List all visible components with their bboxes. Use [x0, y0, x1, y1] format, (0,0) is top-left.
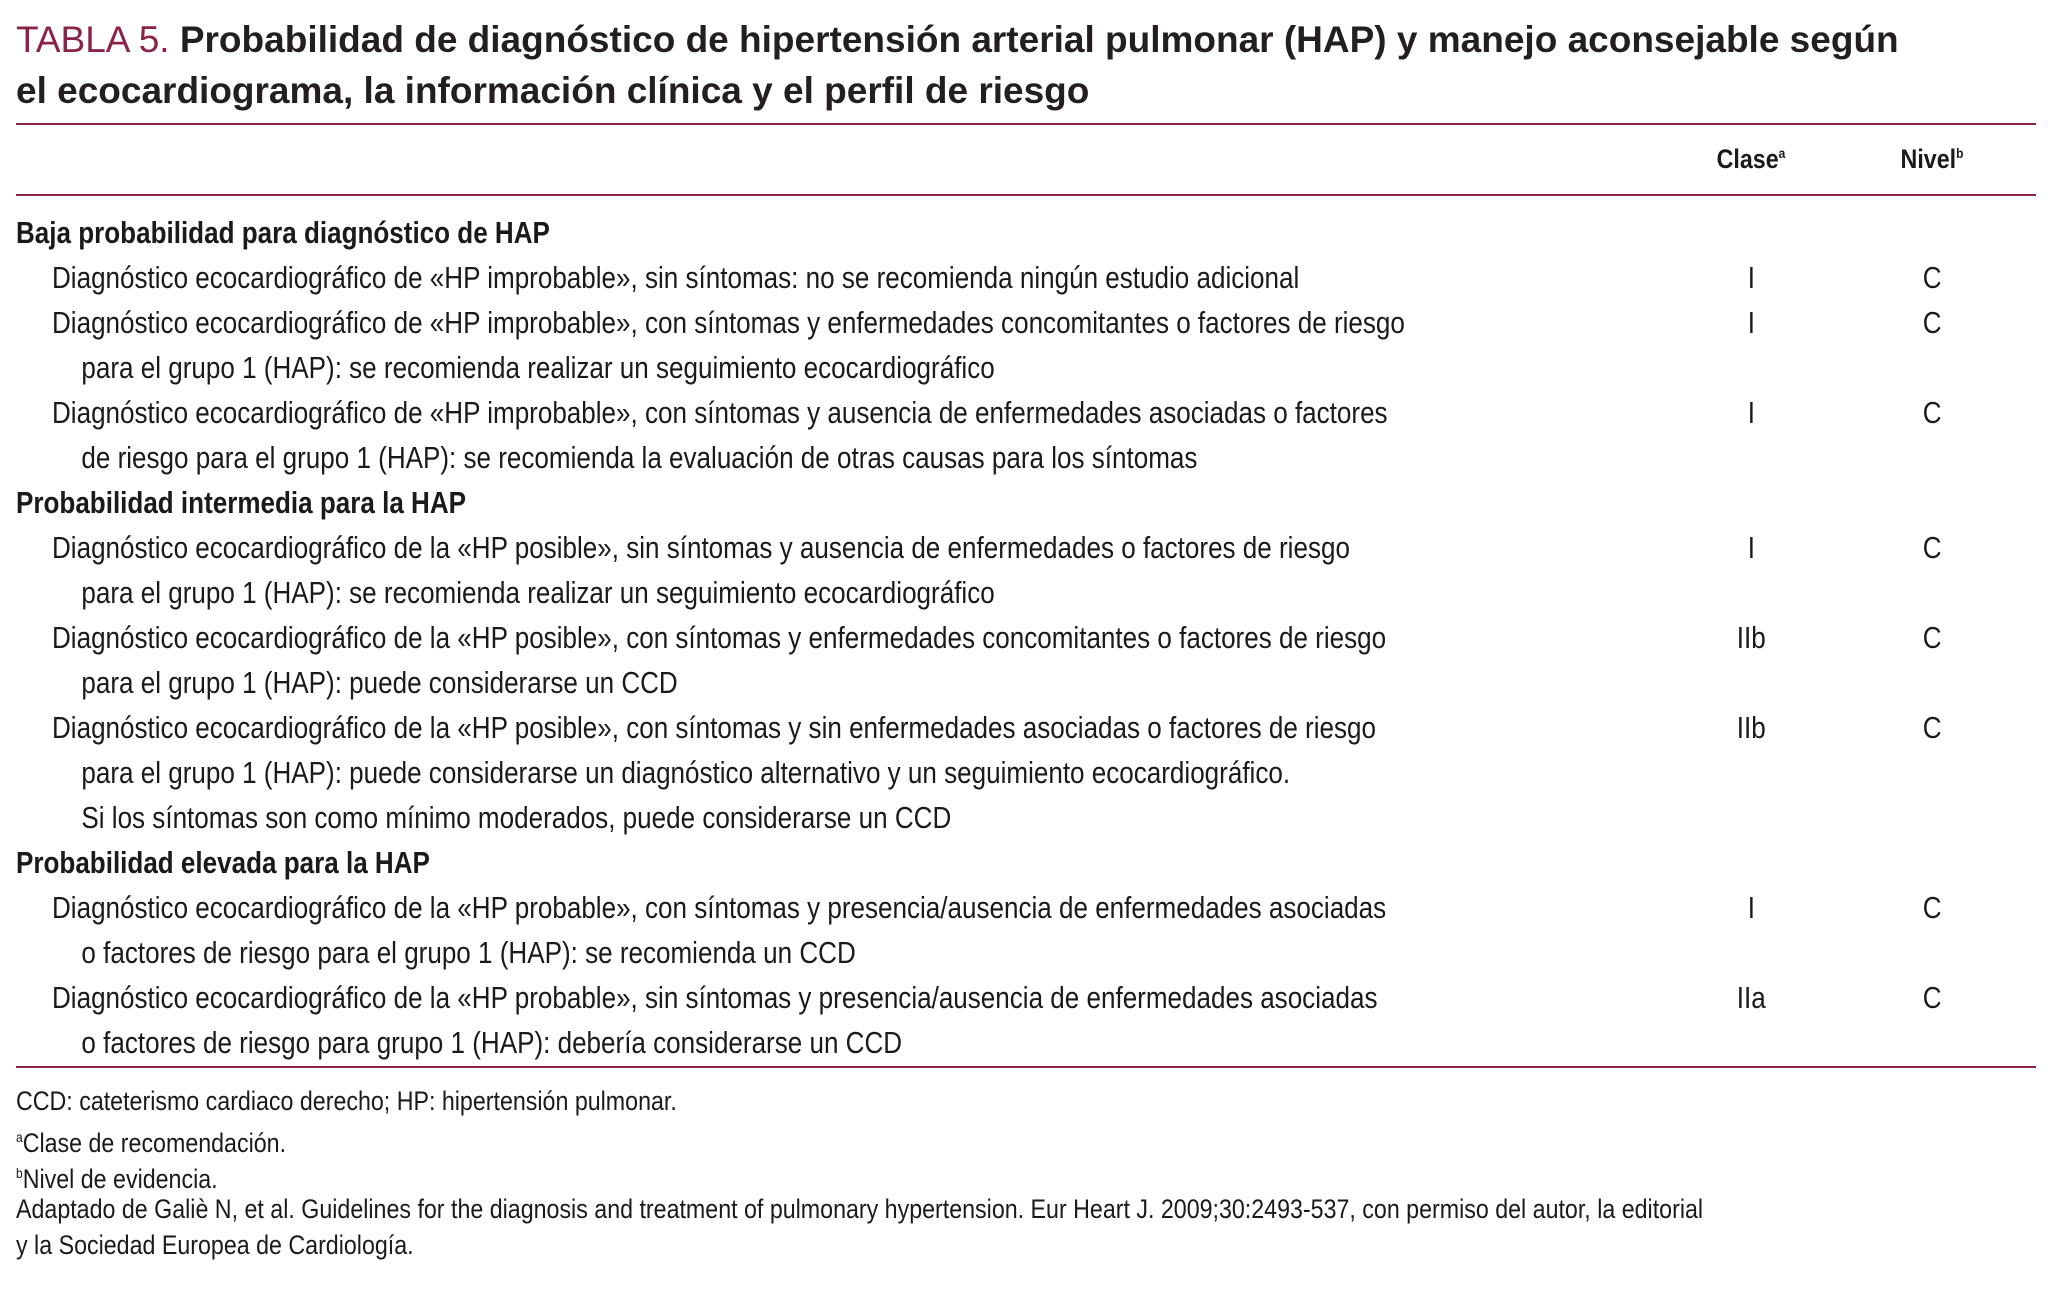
table-row [16, 975, 2036, 1065]
footnote-a-text: Clase de recomendación. [22, 1128, 287, 1158]
row-text-line: de riesgo para el grupo 1 (HAP): se recomienda la evaluación de otras causas para los síntomas [81, 440, 1198, 475]
footnote-abbreviations: CCD: cateterismo cardiaco derecho; HP: hipertensión pulmonar. [16, 1086, 677, 1116]
title-text-1: Probabilidad de diagnóstico de hipertensión arterial pulmonar (HAP) y manejo aconsejable según [179, 19, 1899, 60]
header-nivel-label: Nivel [1900, 144, 1957, 174]
row-text [52, 975, 1607, 1065]
row-nivel-value: C [1922, 260, 1942, 295]
header-clase-label: Clase [1716, 144, 1779, 174]
header-clase [1699, 144, 1802, 175]
row-nivel-value: C [1922, 620, 1942, 655]
row-text-line: para el grupo 1 (HAP): se recomienda realizar un seguimiento ecocardiográfico [81, 575, 995, 610]
row-nivel-value: C [1922, 980, 1942, 1015]
footnote-b-text: Nivel de evidencia. [22, 1164, 218, 1194]
row-text-line: Diagnóstico ecocardiográfico de la «HP posible», con síntomas y enfermedades concomitantes o factores de riesgo [52, 620, 1387, 655]
row-clase [1691, 885, 1811, 930]
title-line-1 [16, 14, 2036, 65]
row-nivel-value: C [1922, 530, 1942, 565]
row-nivel [1872, 390, 1992, 435]
row-text-line: o factores de riesgo para el grupo 1 (HAP): se recomienda un CCD [81, 935, 856, 970]
footnote-source-2: y la Sociedad Europea de Cardiología. [16, 1230, 414, 1260]
row-text [52, 390, 1607, 480]
row-text [52, 525, 1607, 615]
row-text-line: Diagnóstico ecocardiográfico de «HP improbable», con síntomas y enfermedades concomitantes o factores de riesgo [52, 305, 1405, 340]
row-nivel-value: C [1922, 395, 1942, 430]
section-heading-text: Baja probabilidad para diagnóstico de HAP [16, 215, 550, 250]
table-page [16, 0, 2036, 1260]
footnote-b-mark: b [16, 1165, 23, 1181]
row-clase-value: I [1747, 305, 1755, 340]
row-clase-value: IIa [1736, 980, 1766, 1015]
row-nivel [1872, 525, 1992, 570]
row-text-line: Diagnóstico ecocardiográfico de «HP improbable», con síntomas y ausencia de enfermedades asociadas o factores [52, 395, 1388, 430]
section-heading-text: Probabilidad intermedia para la HAP [16, 485, 467, 520]
row-text-line: Diagnóstico ecocardiográfico de la «HP probable», con síntomas y presencia/ausencia de enfermedades asociadas [52, 890, 1387, 925]
row-text-line: Diagnóstico ecocardiográfico de «HP improbable», sin síntomas: no se recomienda ningún estudio adicional [52, 260, 1300, 295]
footnotes [16, 1083, 2036, 1263]
row-text [52, 615, 1607, 705]
table-row [16, 525, 2036, 615]
table-title [16, 14, 2036, 116]
row-text-line: para el grupo 1 (HAP): puede considerarse un diagnóstico alternativo y un seguimiento ecocardiográfico. [81, 755, 1291, 790]
row-text-line: o factores de riesgo para grupo 1 (HAP): debería considerarse un CCD [81, 1025, 903, 1060]
row-clase [1691, 615, 1811, 660]
row-nivel [1872, 705, 1992, 750]
header-nivel [1880, 144, 1983, 175]
header-nivel-sup: b [1956, 145, 1964, 161]
footnote-b [16, 1155, 1703, 1194]
table-label: TABLA 5. [16, 19, 170, 60]
row-nivel-value: C [1922, 305, 1942, 340]
top-rule [16, 123, 2036, 125]
header-clase-sup: a [1778, 145, 1786, 161]
section-heading [16, 840, 2036, 885]
row-clase [1691, 975, 1811, 1020]
row-text-line: Diagnóstico ecocardiográfico de la «HP posible», sin síntomas y ausencia de enfermedades o factores de riesgo [52, 530, 1350, 565]
section-heading [16, 480, 2036, 525]
bottom-rule [16, 1066, 2036, 1068]
row-nivel [1872, 300, 1992, 345]
row-clase [1691, 705, 1811, 750]
table-row [16, 300, 2036, 390]
section-heading-text: Probabilidad elevada para la HAP [16, 845, 430, 880]
table-row [16, 705, 2036, 840]
row-nivel [1872, 885, 1992, 930]
row-text-line: Diagnóstico ecocardiográfico de la «HP probable», sin síntomas y presencia/ausencia de enfermedades asociadas [52, 980, 1378, 1015]
row-clase-value: IIb [1736, 710, 1766, 745]
row-text-line: para el grupo 1 (HAP): se recomienda realizar un seguimiento ecocardiográfico [81, 350, 995, 385]
row-clase-value: I [1747, 530, 1755, 565]
row-clase [1691, 255, 1811, 300]
table-row [16, 615, 2036, 705]
row-text-line: Diagnóstico ecocardiográfico de la «HP posible», con síntomas y sin enfermedades asociadas o factores de riesgo [52, 710, 1376, 745]
row-clase [1691, 300, 1811, 345]
footnote-a [16, 1119, 1703, 1158]
footnote-a-mark: a [16, 1129, 23, 1145]
row-text [52, 300, 1607, 390]
row-clase [1691, 525, 1811, 570]
title-line-2: el ecocardiograma, la información clínica y el perfil de riesgo [16, 70, 1090, 111]
section-heading [16, 210, 2036, 255]
footnote-source-1: Adaptado de Galiè N, et al. Guidelines for the diagnosis and treatment of pulmonary hypertension. Eur Heart J. 2009;30:2493-537, con permiso del autor, la editorial [16, 1194, 1704, 1224]
row-clase-value: I [1747, 260, 1755, 295]
row-clase-value: I [1747, 395, 1755, 430]
row-text-line: Si los síntomas son como mínimo moderados, puede considerarse un CCD [81, 800, 952, 835]
row-clase [1691, 390, 1811, 435]
row-text [52, 255, 1607, 300]
header-rule [16, 194, 2036, 196]
row-text [52, 705, 1607, 840]
row-text [52, 885, 1607, 975]
row-nivel-value: C [1922, 710, 1942, 745]
table-row [16, 255, 2036, 300]
row-nivel [1872, 615, 1992, 660]
row-nivel [1872, 255, 1992, 300]
table-body [16, 210, 2036, 1065]
row-clase-value: IIb [1736, 620, 1766, 655]
row-text-line: para el grupo 1 (HAP): puede considerarse un CCD [81, 665, 678, 700]
row-nivel [1872, 975, 1992, 1020]
row-nivel-value: C [1922, 890, 1942, 925]
table-row [16, 390, 2036, 480]
row-clase-value: I [1747, 890, 1755, 925]
table-row [16, 885, 2036, 975]
